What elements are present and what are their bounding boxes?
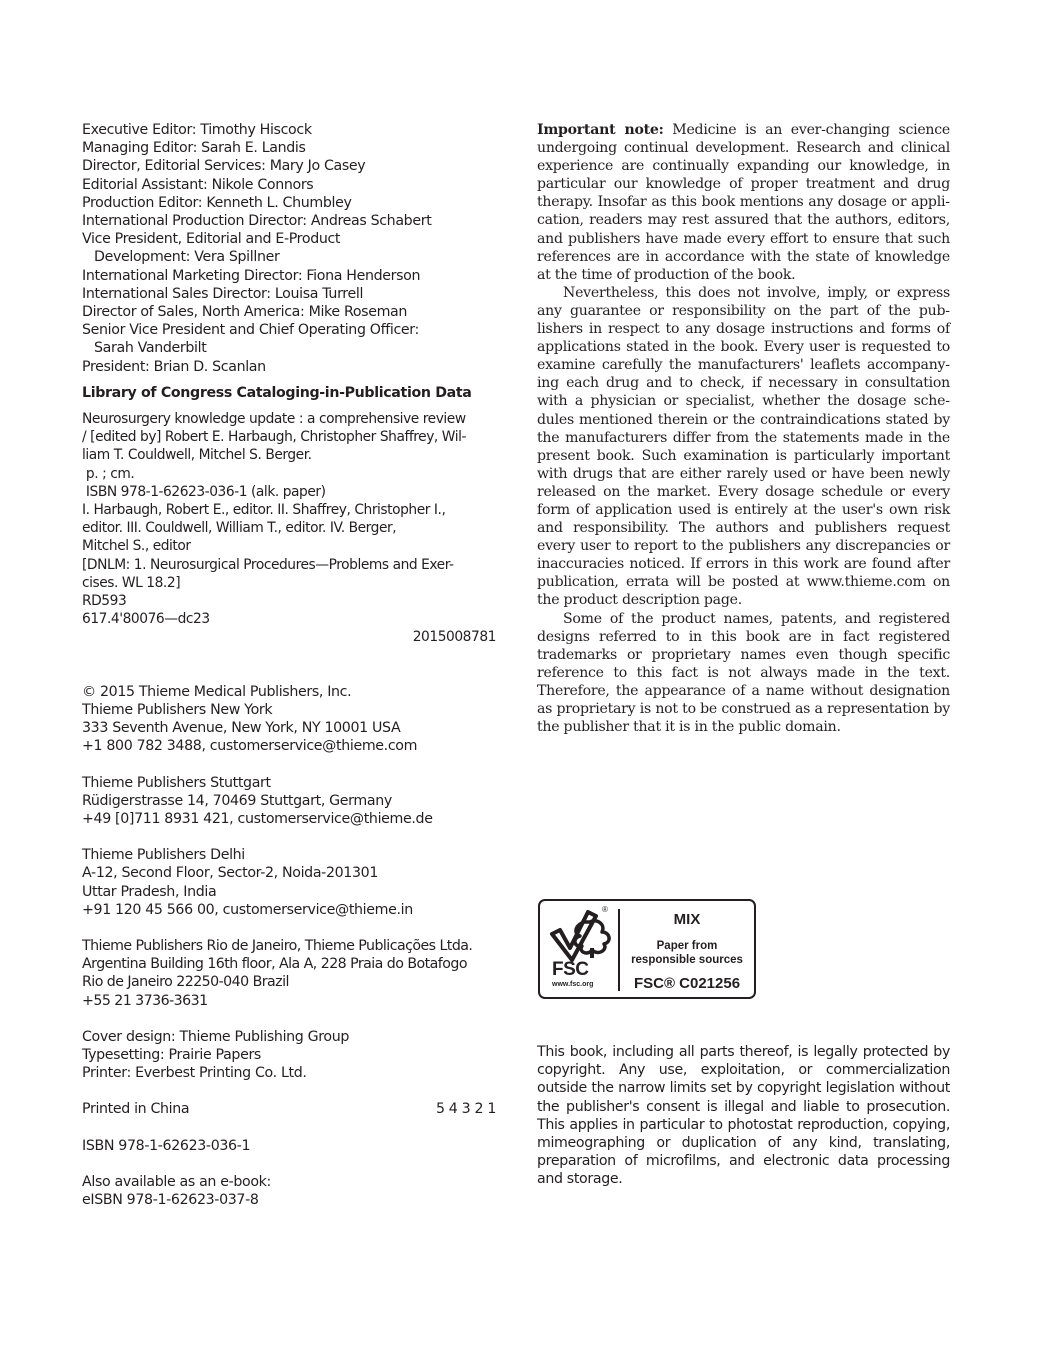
publisher-addresses bbox=[82, 683, 496, 1010]
printing-line bbox=[82, 1100, 496, 1118]
cip-line: Mitchel S., editor bbox=[82, 538, 191, 555]
office-line: Rio de Janeiro 22250-040 Brazil bbox=[82, 974, 289, 991]
office-line: Thieme Publishers Stuttgart bbox=[82, 774, 271, 791]
office-line: Argentina Building 16th floor, Ala A, 228 Praia do Botafogo bbox=[82, 956, 467, 973]
lccn-number: 2015008781 bbox=[412, 629, 496, 646]
office-line: +55 21 3736-3631 bbox=[82, 992, 208, 1009]
fsc-mix-label: MIX bbox=[673, 911, 701, 928]
credit-line: Director, Editorial Services: Mary Jo Casey bbox=[82, 158, 366, 175]
cip-heading: Library of Congress Cataloging-in-Publication Data bbox=[82, 384, 472, 401]
note-paragraph: Some of the product names, patents, and registered designs referred to in this book are in fact registered trademarks or proprietary names even though specific reference to this fact is not always made in the text. Therefore, the appearance of a name without designation as proprietary is not to be construed as a representation by the publisher that it is in the public domain. bbox=[537, 610, 950, 736]
cip-line: p. ; cm. bbox=[82, 465, 135, 482]
fsc-license-code: FSC® C021256 bbox=[633, 975, 741, 992]
office-stuttgart bbox=[82, 774, 496, 829]
office-line: Uttar Pradesh, India bbox=[82, 883, 217, 900]
cip-line: editor. III. Couldwell, William T., editor. IV. Berger, bbox=[82, 520, 397, 537]
production-line: Printer: Everbest Printing Co. Ltd. bbox=[82, 1065, 307, 1082]
ebook-line: Also available as an e-book: bbox=[82, 1173, 271, 1190]
credit-line: International Sales Director: Louisa Turrell bbox=[82, 285, 364, 302]
editorial-credits bbox=[82, 121, 496, 376]
cip-line: cises. WL 18.2] bbox=[82, 574, 181, 591]
credit-line: Production Editor: Kenneth L. Chumbley bbox=[82, 194, 352, 211]
credit-line: Senior Vice President and Chief Operating Officer: bbox=[82, 322, 419, 339]
credit-line: Sarah Vanderbilt bbox=[94, 340, 207, 357]
cip-line: liam T. Couldwell, Mitchel S. Berger. bbox=[82, 447, 312, 464]
left-column bbox=[82, 121, 496, 1209]
credit-line: International Production Director: Andreas Schabert bbox=[82, 213, 432, 230]
important-note bbox=[537, 121, 950, 736]
fsc-divider bbox=[618, 909, 620, 991]
credit-line: International Marketing Director: Fiona Henderson bbox=[82, 267, 421, 284]
cip-line: 617.4'80076—dc23 bbox=[82, 611, 210, 628]
fsc-url: www.fsc.org bbox=[552, 981, 594, 988]
fsc-logo bbox=[538, 899, 756, 999]
note-paragraph bbox=[537, 121, 950, 284]
printed-in: Printed in China bbox=[82, 1101, 190, 1118]
credit-line: Vice President, Editorial and E-Product bbox=[82, 231, 341, 248]
note-paragraph: Nevertheless, this does not involve, imply, or express any guarantee or responsibility on the part of the publishers in respect to any dosage instructions and forms of applications stated in the book. Every user is requested to examine carefully the manufacturers' leaflets accompanying each drug and to check, if necessary in consultation with a physician or specialist, whether the dosage schedules mentioned therein or the contraindications stated by the manufacturers differ from the statements made in the present book. Such examination is particularly important with drugs that are either rarely used or have been newly released on the market. Every dosage schedule or every form of application used is entirely at the user's own risk and responsibility. The authors and publishers request every user to report to the publishers any discrepancies or inaccuracies noticed. If errors in this work are found after publication, errata will be posted at www.thieme.com on the product description page. bbox=[537, 284, 950, 609]
production-credits bbox=[82, 1028, 496, 1083]
office-line: 333 Seventh Avenue, New York, NY 10001 USA bbox=[82, 720, 401, 737]
credit-line: Director of Sales, North America: Mike Roseman bbox=[82, 304, 408, 321]
cip-record bbox=[82, 410, 496, 647]
cip-line: / [edited by] Robert E. Harbaugh, Christopher Shaffrey, Wil- bbox=[82, 429, 466, 446]
office-line: +1 800 782 3488, customerservice@thieme.com bbox=[82, 738, 418, 755]
office-delhi bbox=[82, 846, 496, 919]
note-text: Medicine is an ever-changing science undergoing continual development. Research and clinical experience are continually expanding our knowledge, in particular our knowledge of proper treatment and drug therapy. Insofar as this book mentions any dosage or application, readers may rest assured that the authors, editors, and publishers have made every effort to ensure that such references are in accordance with the state of knowledge at the time of production of the book. bbox=[537, 122, 950, 283]
cip-line: Neurosurgery knowledge update : a comprehensive review bbox=[82, 411, 466, 428]
fsc-paper-line: Paper from bbox=[656, 940, 718, 952]
cip-line: RD593 bbox=[82, 593, 127, 610]
cip-line: [DNLM: 1. Neurosurgical Procedures—Problems and Exer- bbox=[82, 556, 454, 573]
fsc-wordmark: FSC bbox=[552, 959, 589, 980]
note-label: Important note: bbox=[537, 122, 664, 138]
office-line: Thieme Publishers Delhi bbox=[82, 847, 245, 864]
production-line: Typesetting: Prairie Papers bbox=[82, 1046, 261, 1063]
copyright-line: © 2015 Thieme Medical Publishers, Inc. bbox=[82, 683, 352, 700]
print-run-numbers: 5 4 3 2 1 bbox=[435, 1101, 496, 1118]
copyright-notice: This book, including all parts thereof, is legally protected by copyright. Any use, exploitation, or commercialization outside the narrow limits set by copyright legislation without the publisher's consent is illegal and liable to prosecution. This applies in particular to photostat reproduction, copying, mimeographing or duplication of any kind, translating, preparation of microfilms, and electronic data processing and storage. bbox=[537, 1044, 950, 1188]
office-line: A-12, Second Floor, Sector-2, Noida-201301 bbox=[82, 865, 379, 882]
fsc-paper-text bbox=[622, 939, 752, 967]
office-line: +91 120 45 566 00, customerservice@thieme.in bbox=[82, 901, 413, 918]
office-new-york bbox=[82, 701, 496, 756]
office-line: +49 [0]711 8931 421, customerservice@thieme.de bbox=[82, 810, 433, 827]
fsc-paper-line: responsible sources bbox=[631, 954, 743, 966]
cip-line: I. Harbaugh, Robert E., editor. II. Shaffrey, Christopher I., bbox=[82, 502, 446, 519]
office-rio bbox=[82, 937, 496, 1010]
production-line: Cover design: Thieme Publishing Group bbox=[82, 1028, 350, 1045]
credit-line: Executive Editor: Timothy Hiscock bbox=[82, 122, 312, 138]
cip-line: ISBN 978-1-62623-036-1 (alk. paper) bbox=[82, 483, 326, 500]
registered-mark-icon: ® bbox=[602, 905, 608, 914]
office-line: Thieme Publishers Rio de Janeiro, Thieme Publicações Ltda. bbox=[82, 937, 473, 954]
credit-line: Editorial Assistant: Nikole Connors bbox=[82, 176, 314, 193]
credit-line: President: Brian D. Scanlan bbox=[82, 358, 266, 375]
eisbn-line: eISBN 978-1-62623-037-8 bbox=[82, 1191, 259, 1208]
office-line: Rüdigerstrasse 14, 70469 Stuttgart, Germany bbox=[82, 792, 392, 809]
credit-line: Managing Editor: Sarah E. Landis bbox=[82, 140, 306, 157]
isbn-line: ISBN 978-1-62623-036-1 bbox=[82, 1137, 251, 1154]
credit-line: Development: Vera Spillner bbox=[94, 249, 280, 266]
office-line: Thieme Publishers New York bbox=[82, 701, 273, 718]
